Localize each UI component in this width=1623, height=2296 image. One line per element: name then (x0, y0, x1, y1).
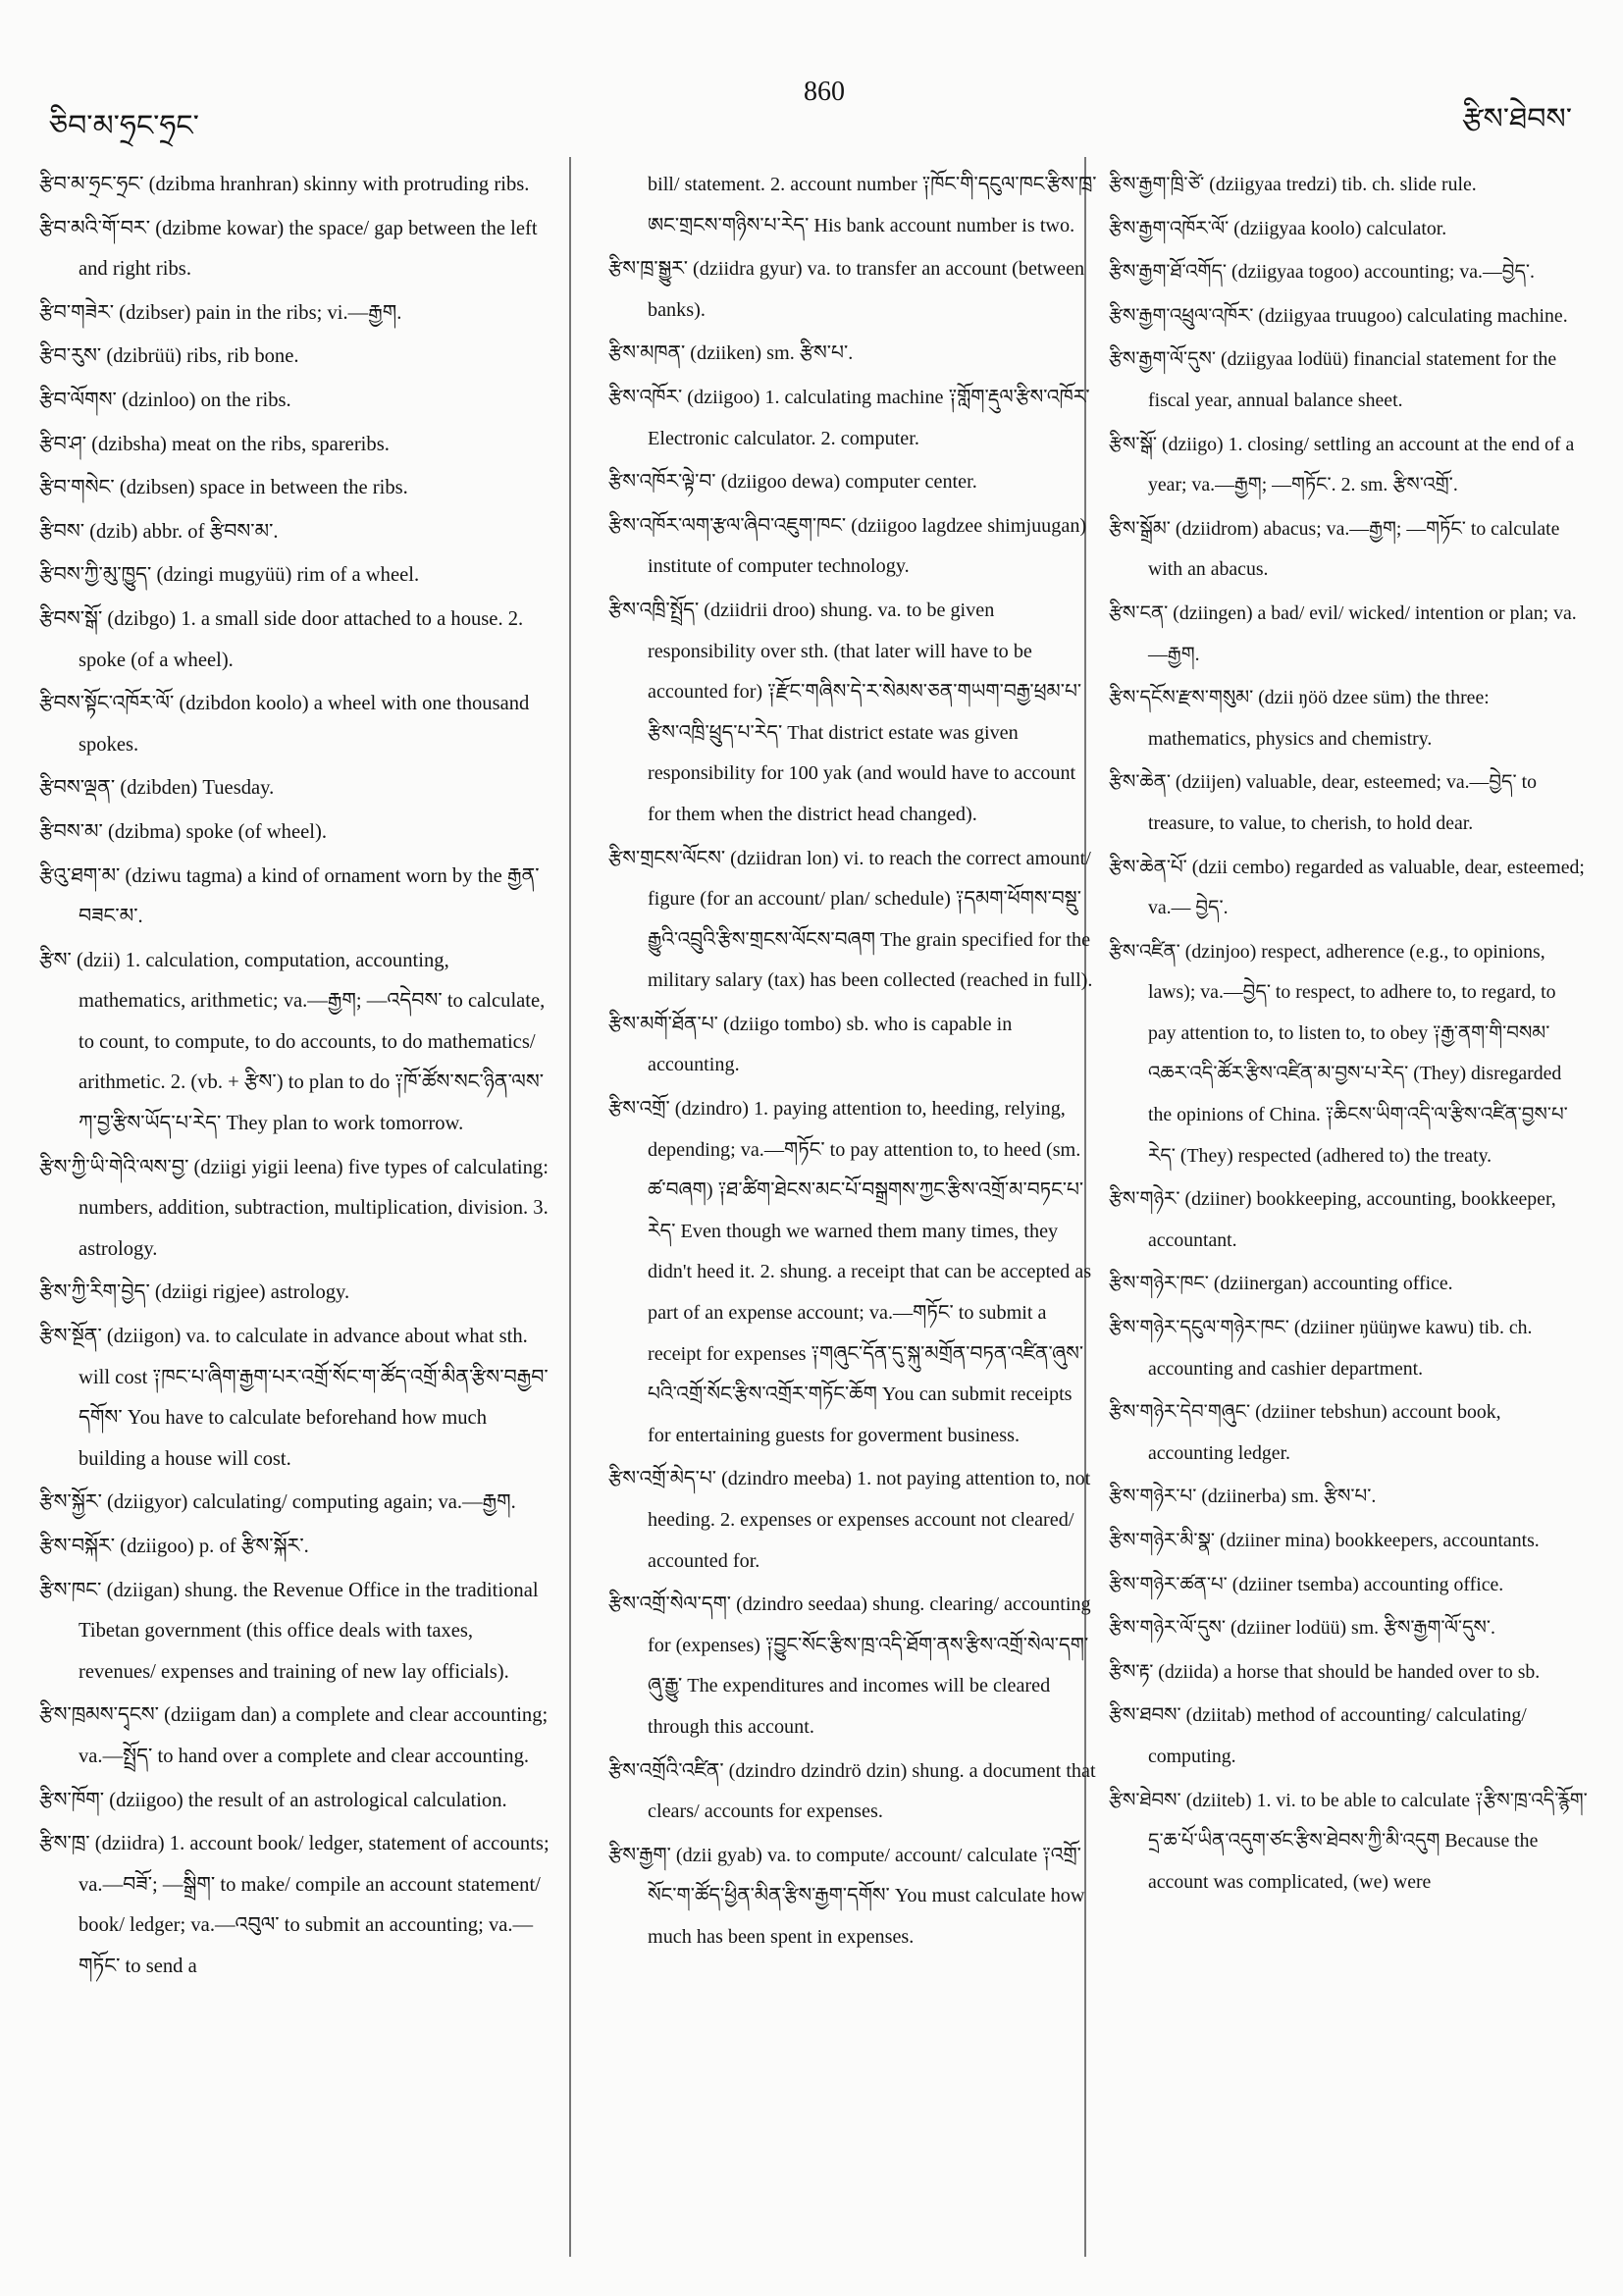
page-header (0, 0, 1623, 157)
dictionary-entry: རྩིས་ཐབས་ (dziitab) method of accounting/ calculating/ computing. (1109, 1704, 1527, 1767)
dictionary-entry: རྩིས་སྒོ་ (dziigo) 1. closing/ settling an account at the end of a year; va.—རྒྱག; —གཏོང་. 2. sm. རྩིས་འགྲོ་. (1109, 433, 1575, 496)
dictionary-entry: རྩིས་ཆེན་ (dziijen) valuable, dear, esteemed; va.—བྱེད་ to treasure, to value, to cherish, to hold dear. (1109, 771, 1537, 834)
dictionary-entry: རྩིས་རྒྱག་ཁྲི་ཙེ་ (dziigyaa tredzi) tib. ch. slide rule. (1109, 174, 1477, 195)
dictionary-entry: རྩིས་འཁོར་ (dziigoo) 1. calculating machine ༑གློག་རྡུལ་རྩིས་འཁོར་ Electronic calculator. 2. computer. (608, 386, 1090, 449)
dictionary-entry: རྩིབས་སྒོ་ (dzibgo) 1. a small side door attached to a house. 2. spoke (of a wheel). (39, 607, 524, 671)
dictionary-entry: རྩིས་ཁང་ (dziigan) shung. the Revenue Office in the traditional Tibetan government (this office deals with taxes, revenues/ expenses and training of new lay officials). (39, 1579, 539, 1683)
dictionary-entry: རྩིས་ཀྱི་ཡི་གེའི་ལས་བྱ་ (dziigi yigii leena) five types of calculating: numbers, addition, subtraction, multiplication, division. 3. astrology. (39, 1156, 549, 1260)
dictionary-entry: རྩིས་མགོ་ཐོན་པ་ (dziigo tombo) sb. who is capable in accounting. (608, 1013, 1013, 1076)
dictionary-entry: རྩིས་ཁོག་ (dziigoo) the result of an astrological calculation. (39, 1789, 507, 1811)
dictionary-entry: རྩིས་རྒྱག་ཐོ་འགོད་ (dziigyaa togoo) accounting; va.—བྱེད་. (1109, 261, 1535, 284)
dictionary-entry: རྩིས་སྐྱོར་ (dziigyor) calculating/ computing again; va.—རྒྱག. (39, 1491, 516, 1514)
dictionary-entry: རྩིས་ (dzii) 1. calculation, computation, accounting, mathematics, arithmetic; va.—རྒྱག; —འདེབས་ to calculate, to count, to compute, to do accounts, to do mathematics/ arithmetic. 2. (vb. + རྩིས་) to plan to do ༑ཁོ་ཚོས་སང་ཉིན་ལས་ཀ་བྱ་རྩིས་ཡོད་པ་རེད་ They plan to work tomorrow. (39, 949, 546, 1135)
right-guide-word: རྩིས་ཐེབས་ (1462, 103, 1572, 135)
dictionary-entry: རྩིབས་ (dzib) abbr. of རྩིབས་མ་. (39, 520, 279, 543)
dictionary-entry: རྩིས་གཉེར་ལོ་དུས་ (dziiner lodüü) sm. རྩིས་རྒྱག་ལོ་དུས་. (1109, 1617, 1495, 1640)
dictionary-entry: རྩིས་བསྐོར་ (dziigoo) p. of རྩིས་སྐོར་. (39, 1536, 309, 1557)
dictionary-entry: རྩིབས་སྟོང་འཁོར་ལོ་ (dzibdon koolo) a wheel with one thousand spokes. (39, 693, 530, 756)
dictionary-columns (39, 165, 1590, 2255)
dictionary-entry: རྩིའུ་ཐག་མ་ (dziwu tagma) a kind of ornament worn by the རྒྱན་བཟང་མ་. (39, 864, 540, 928)
dictionary-entry: རྩིབ་ལོགས་ (dzinloo) on the ribs. (39, 389, 291, 411)
dictionary-entry: རྩིས་གཉེར་པ་ (dziinerba) sm. རྩིས་པ་. (1109, 1486, 1377, 1508)
dictionary-entry: རྩིས་འཛིན་ (dzinjoo) respect, adherence (e.g., to opinions, laws); va.—བྱེད་ to respect, to adhere to, to regard, to pay attention to, to listen to, to obey ༑རྒྱ་ནག་གི་བསམ་འཆར་འདི་ཚོར་རྩིས་འཛིན་མ་བྱས་པ་རེད་ (They) disregarded the opinions of China. ༑ཆིངས་ཡིག་འདི་ལ་རྩིས་འཛིན་བྱས་པ་རེད་ (They) respected (adhered to) the treaty. (1109, 940, 1568, 1167)
dictionary-entry: རྩིབས་ལྡན་ (dzibden) Tuesday. (39, 777, 275, 800)
dictionary-entry: རྩིས་གཉེར་དངུལ་གཉེར་ཁང་ (dziiner ŋüüŋwe kawu) tib. ch. accounting and cashier department. (1109, 1317, 1533, 1380)
dictionary-entry: རྩིས་གཉེར་མི་སྣ་ (dziiner mina) bookkeepers, accountants. (1109, 1530, 1540, 1551)
dictionary-entry: རྩིས་འགྲོ་མེད་པ་ (dzindro meeba) 1. not paying attention to, not heeding. 2. expenses or expenses account not cleared/ accounted for. (608, 1468, 1091, 1572)
dictionary-entry: རྩིས་འགྲོའི་འཛིན་ (dzindro dzindrö dzin) shung. a document that clears/ accounts for expenses. (608, 1759, 1096, 1823)
dictionary-entry: རྩིས་རྟ་ (dziida) a horse that should be handed over to sb. (1109, 1660, 1541, 1683)
dictionary-entry: རྩིས་གཉེར་དེབ་གཞུང་ (dziiner tebshun) account book, accounting ledger. (1109, 1401, 1501, 1464)
column-right (1109, 165, 1588, 2245)
dictionary-entry: རྩིས་གཉེར་ (dziiner) bookkeeping, accounting, bookkeeper, accountant. (1109, 1188, 1556, 1251)
page-number: 860 (804, 77, 845, 107)
left-guide-word: ཅིབ་མ་ཧྲང་ཧྲང་ (49, 110, 199, 142)
dictionary-entry: རྩིབ་གསེང་ (dzibsen) space in between the ribs. (39, 477, 408, 499)
dictionary-entry: རྩིས་འཁོར་ལག་རྩལ་ཞིབ་འཇུག་ཁང་ (dziigoo lagdzee shimjuugan) institute of computer technology. (608, 514, 1087, 578)
dictionary-entry: རྩིས་རྒྱག་འཕྲུལ་འཁོར་ (dziigyaa truugoo) calculating machine. (1109, 304, 1568, 327)
dictionary-entry: རྩིབ་མ་ཧྲང་ཧྲང་ (dzibma hranhran) skinny with protruding ribs. (39, 174, 530, 195)
dictionary-entry: རྩིས་ཀྱི་རིག་བྱེད་ (dziigi rigjee) astrology. (39, 1281, 350, 1304)
dictionary-entry: རྩིས་གྲངས་ལོངས་ (dziidran lon) vi. to reach the correct amount/ figure (for an account/ plan/ schedule) ༑དམག་ཕོགས་བསྡུ་རྒྱུའི་འབྲུའི་རྩིས་གྲངས་ལོངས་བཞག The grain specified for the military salary (tax) has been collected (reached in full). (608, 847, 1093, 992)
dictionary-entry: bill/ statement. 2. account number ༑ཁོང་གི་དངུལ་ཁང་རྩིས་ཁྲ་ཨང་གྲངས་གཉིས་པ་རེད་ His bank account number is two. (648, 174, 1097, 236)
dictionary-entry: རྩིབས་ཀྱི་མུ་ཁྱུད་ (dzingi mugyüü) rim of a wheel. (39, 564, 420, 587)
dictionary-entry: རྩིས་ཁྲ་སྒྱུར་ (dziidra gyur) va. to transfer an account (between banks). (608, 258, 1085, 321)
dictionary-entry: རྩིས་མཁན་ (dziiken) sm. རྩིས་པ་. (608, 342, 854, 365)
dictionary-entry: རྩིས་ཆེན་པོ་ (dzii cembo) regarded as valuable, dear, esteemed; va.— བྱེད་. (1109, 856, 1585, 919)
dictionary-entry: རྩིས་དངོས་རྫས་གསུམ་ (dzii ŋöö dzee süm) the three: mathematics, physics and chemistry. (1109, 687, 1490, 750)
dictionary-entry: རྩིས་གཉེར་ཚན་པ་ (dziiner tsemba) accounting office. (1109, 1573, 1504, 1595)
dictionary-entry: རྩིབ་གཟེར་ (dzibser) pain in the ribs; vi.—རྒྱག. (39, 301, 402, 324)
dictionary-entry: རྩིས་འགྲོ་སེལ་དག་ (dzindro seedaa) shung. clearing/ accounting for (expenses) ༑བྱུང་སོང་རྩིས་ཁྲ་འདི་ཐོག་ནས་རྩིས་འགྲོ་སེལ་དག་ཞུ་རྒྱུ་ The expenditures and incomes will be cleared through this account. (608, 1593, 1091, 1738)
dictionary-entry: རྩིས་སྔོན་ (dziigon) va. to calculate in advance about what sth. will cost ༑ཁང་པ་ཞིག་རྒྱག་པར་འགྲོ་སོང་ག་ཚོད་འགྲོ་མིན་རྩིས་བརྒྱབ་དགོས་ You have to calculate beforehand how much building a house will cost. (39, 1326, 549, 1470)
dictionary-entry: རྩིས་འཁོར་ལྟེ་བ་ (dziigoo dewa) computer center. (608, 471, 977, 494)
dictionary-entry: རྩིས་འགྲོ་ (dzindro) 1. paying attention to, heeding, relying, depending; va.—གཏོང་ to pay attention to, to heed (sm. ཚ་བཞག) ༑ཐ་ཚིག་ཐེངས་མང་པོ་བསྒྲགས་ཀྱང་རྩིས་འགྲོ་མ་བཏང་པ་རེད་ Even though we warned them many times, they didn't heed it. 2. shung. a receipt that can be accepted as part of an expense account; va.—གཏོང་ to submit a receipt for expenses ༑གཞུང་དོན་དུ་སྐུ་མགྲོན་བཏན་འཛིན་ཞུས་པའི་འགྲོ་སོང་རྩིས་འགྲོར་གཏོང་ཆོག You can submit receipts for entertaining guests for goverment business. (608, 1098, 1092, 1446)
dictionary-entry: རྩིས་སྒྲོམ་ (dziidrom) abacus; va.—རྒྱག; —གཏོང་ to calculate with an abacus. (1109, 517, 1560, 581)
dictionary-entry: རྩིས་རྒྱག་ལོ་དུས་ (dziigyaa lodüü) financial statement for the fiscal year, annual balance sheet. (1109, 348, 1557, 411)
column-middle (608, 165, 1099, 2245)
dictionary-entry: རྩིས་འཁྲི་སྤྲོད་ (dziidrii droo) shung. va. to be given responsibility over sth. (that later will have to be accounted for) ༑རྫོང་གཞིས་དེ་ར་སེམས་ཅན་གཡག་བརྒྱ་ཕྲམ་པ་རྩིས་འཁྲི་ཕྲུད་པ་རེད་ That district estate was given responsibility for 100 yak (and would have to account for them when the district head changed). (608, 599, 1082, 825)
dictionary-entry: རྩིབས་མ་ (dzibma) spoke (of wheel). (39, 820, 327, 843)
dictionary-entry: རྩིས་ཁྲམས་དྭངས་ (dziigam dan) a complete and clear accounting; va.—སྤྲོད་ to hand over a complete and clear accounting. (39, 1704, 549, 1767)
column-left (39, 165, 550, 2245)
dictionary-entry: རྩིས་ངན་ (dziingen) a bad/ evil/ wicked/ intention or plan; va.—རྒྱག. (1109, 601, 1577, 665)
dictionary-entry: རྩིབ་མའི་གོ་བར་ (dzibme kowar) the space/ gap between the left and right ribs. (39, 217, 538, 281)
dictionary-entry: རྩིས་རྒྱག་འཁོར་ལོ་ (dziigyaa koolo) calculator. (1109, 217, 1447, 239)
dictionary-entry: རྩིས་ཐེབས་ (dziiteb) 1. vi. to be able to calculate ༑རྩིས་ཁྲ་འདི་རྙོག་དྲ་ཆ་པོ་ཡིན་འདུག་ཙང་རྩིས་ཐེབས་ཀྱི་མི་འདུག Because the account was complicated, (we) were (1109, 1789, 1588, 1893)
dictionary-entry: རྩིས་རྒྱག་ (dzii gyab) va. to compute/ account/ calculate ༑འགྲོ་སོང་ག་ཚོད་ཕྱིན་མིན་རྩིས་རྒྱག་དགོས་ You must calculate how much has been spent in expenses. (608, 1844, 1085, 1948)
dictionary-entry: རྩིབ་ཤ་ (dzibsha) meat on the ribs, spareribs. (39, 433, 390, 455)
dictionary-entry: རྩིས་གཉེར་ཁང་ (dziinergan) accounting office. (1109, 1273, 1453, 1295)
dictionary-entry: རྩིས་ཁྲ་ (dziidra) 1. account book/ ledger, statement of accounts; va.—བཟོ་; —སྒྲིག་ to make/ compile an account statement/ book/ ledger; va.—འབུལ་ to submit an accounting; va.—གཏོང་ to send a (39, 1833, 550, 1977)
dictionary-entry: རྩིབ་རུས་ (dzibrüü) ribs, rib bone. (39, 345, 299, 368)
